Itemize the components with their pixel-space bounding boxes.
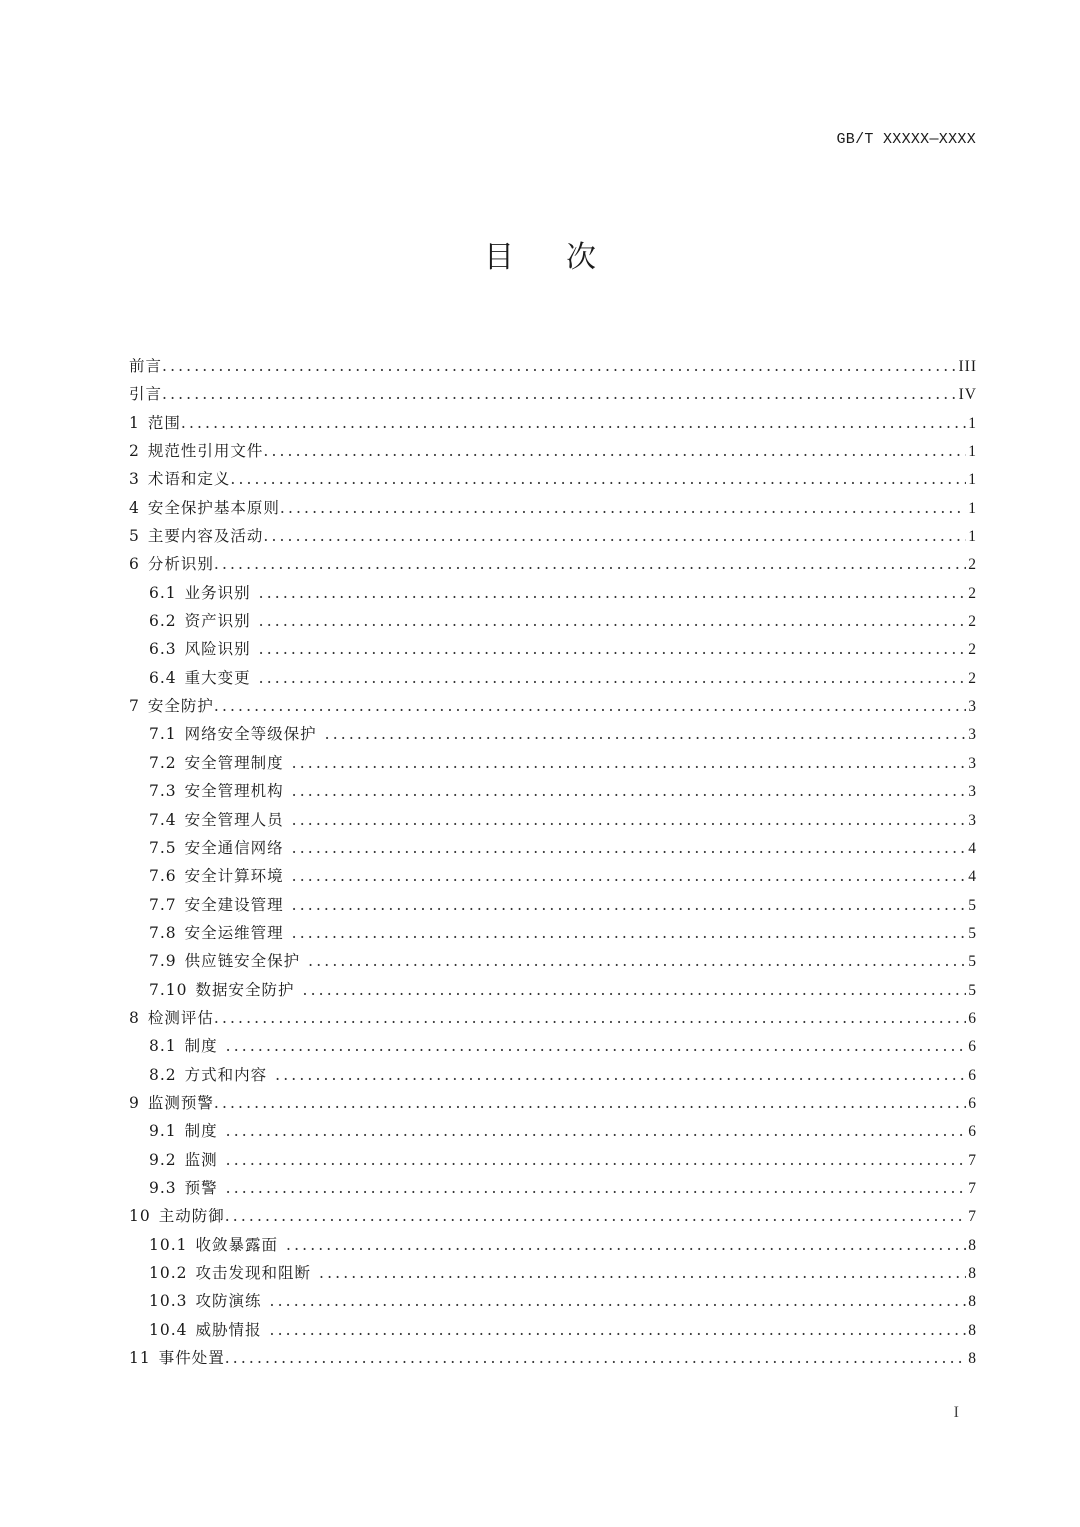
toc-entry-title: [129, 496, 280, 518]
toc-entry-label: 术语和定义: [147, 470, 231, 489]
toc-entry-page: 1: [968, 528, 977, 546]
toc-leader-dots: [230, 470, 966, 488]
toc-entry-label: 分析识别: [147, 555, 214, 574]
toc-entry-page: 8: [968, 1265, 977, 1282]
toc-entry-label: 风险识别: [184, 640, 251, 659]
toc-entry[interactable]: [129, 893, 977, 921]
toc-entry-number: 7.8: [149, 923, 177, 942]
toc-entry-title: [129, 354, 162, 376]
toc-entry-number: 7.4: [149, 810, 177, 829]
toc-entry-number: 5: [129, 527, 140, 546]
toc-entry-label: 攻击发现和阻断: [195, 1264, 312, 1282]
toc-entry-label: 安全防护: [147, 697, 214, 716]
toc-entry[interactable]: [129, 722, 977, 750]
toc-entry-page: 3: [968, 783, 977, 801]
toc-entry-number: 6.2: [149, 612, 177, 631]
table-of-contents: [129, 354, 977, 1374]
toc-entry-page: 1: [968, 499, 977, 517]
toc-entry-page: 2: [968, 669, 977, 687]
toc-entry-label: 安全运维管理: [184, 923, 284, 942]
toc-entry[interactable]: [129, 779, 977, 807]
toc-entry-number: 9.1: [149, 1122, 177, 1141]
toc-entry[interactable]: [129, 1148, 977, 1176]
toc-entry-number: 10.4: [149, 1320, 188, 1339]
toc-entry-title: [129, 524, 263, 546]
toc-leader-dots: [275, 1066, 966, 1084]
toc-entry-page: 7: [968, 1208, 977, 1226]
toc-entry-page: 4: [968, 839, 977, 857]
toc-leader-dots: [270, 1292, 967, 1310]
toc-leader-dots: [214, 697, 966, 715]
toc-entry-page: 7: [968, 1179, 977, 1197]
toc-entry-page: 3: [968, 726, 977, 744]
toc-leader-dots: [162, 357, 956, 375]
toc-entry-title: [149, 1119, 226, 1141]
toc-entry-page: 2: [968, 613, 977, 631]
toc-entry-title: [129, 694, 214, 716]
toc-entry-page: 3: [968, 754, 977, 772]
toc-entry-title: [149, 751, 292, 773]
toc-leader-dots: [214, 1094, 966, 1112]
toc-entry-label: 攻防演练: [195, 1292, 262, 1311]
toc-entry[interactable]: [129, 1006, 977, 1034]
toc-entry-page: 8: [968, 1321, 977, 1339]
toc-entry-page: 2: [968, 556, 977, 574]
toc-entry-title: [129, 552, 214, 574]
toc-entry-page: 6: [968, 1009, 977, 1027]
toc-leader-dots: [292, 811, 967, 829]
toc-entry-number: 8.2: [149, 1065, 177, 1084]
toc-leader-dots: [292, 839, 967, 857]
toc-entry-title: [149, 1063, 275, 1085]
toc-entry-title: [149, 637, 259, 659]
toc-entry-title: [149, 581, 259, 603]
toc-leader-dots: [325, 725, 967, 743]
toc-leader-dots: [292, 924, 967, 942]
toc-entry-label: 规范性引用文件: [147, 442, 264, 461]
toc-entry-number: 10.1: [149, 1235, 188, 1254]
toc-entry-page: 6: [968, 1038, 977, 1056]
toc-leader-dots: [225, 1207, 967, 1225]
toc-entry-title: [129, 439, 263, 461]
toc-entry[interactable]: [129, 439, 977, 467]
toc-leader-dots: [263, 442, 966, 460]
toc-entry-label: 监测预警: [147, 1093, 214, 1112]
toc-entry-label: 安全通信网络: [184, 838, 284, 857]
toc-leader-dots: [226, 1122, 967, 1140]
toc-entry-page: 5: [968, 953, 977, 971]
toc-entry[interactable]: [129, 921, 977, 949]
toc-entry[interactable]: [129, 552, 977, 580]
toc-entry[interactable]: [129, 751, 977, 779]
toc-entry-title: [149, 722, 325, 744]
toc-entry[interactable]: [129, 808, 977, 836]
toc-entry-title: [149, 1261, 319, 1283]
toc-entry[interactable]: [129, 1318, 977, 1346]
toc-entry[interactable]: [129, 1261, 977, 1289]
toc-leader-dots: [263, 527, 966, 545]
toc-leader-dots: [303, 981, 967, 999]
toc-entry[interactable]: [129, 666, 977, 694]
toc-entry-number: 6: [129, 555, 140, 574]
toc-entry[interactable]: [129, 1346, 977, 1374]
toc-leader-dots: [286, 1236, 966, 1254]
page-title: 目次: [484, 240, 648, 275]
toc-entry-page: 6: [968, 1123, 977, 1141]
toc-leader-dots: [162, 385, 957, 403]
toc-entry-label: 制度: [184, 1122, 218, 1141]
toc-entry[interactable]: [129, 411, 977, 439]
toc-entry-page: 1: [968, 414, 977, 432]
toc-leader-dots: [270, 1321, 967, 1339]
toc-leader-dots: [226, 1179, 967, 1197]
toc-leader-dots: [226, 1151, 967, 1169]
toc-entry-number: 9: [129, 1093, 140, 1112]
toc-entry[interactable]: [129, 609, 977, 637]
toc-entry-number: 7.1: [149, 725, 177, 744]
toc-entry[interactable]: [129, 949, 977, 977]
toc-entry-page: 8: [968, 1350, 977, 1368]
toc-entry-page: IV: [958, 386, 977, 404]
toc-leader-dots: [292, 782, 967, 800]
toc-entry-label: 引言: [129, 385, 163, 404]
toc-entry-label: 安全建设管理: [184, 895, 284, 914]
toc-entry-page: 2: [968, 641, 977, 659]
toc-entry-title: [149, 1233, 286, 1255]
toc-entry[interactable]: [129, 978, 977, 1006]
toc-entry-page: 1: [968, 471, 977, 489]
toc-leader-dots: [280, 499, 966, 517]
toc-entry-page: 5: [968, 896, 977, 914]
toc-leader-dots: [292, 754, 967, 772]
toc-entry-page: 4: [968, 868, 977, 886]
toc-entry[interactable]: [129, 1034, 977, 1062]
toc-leader-dots: [259, 669, 967, 687]
toc-entry-title: [149, 609, 259, 631]
toc-entry-title: [149, 666, 259, 688]
toc-entry-label: 主动防御: [158, 1207, 225, 1226]
toc-leader-dots: [308, 952, 966, 970]
toc-entry-label: 威胁情报: [195, 1320, 262, 1339]
toc-entry-title: [149, 1318, 270, 1340]
toc-entry[interactable]: [129, 637, 977, 665]
toc-entry-number: 7.6: [149, 867, 177, 886]
toc-entry-number: 7.7: [149, 895, 177, 914]
toc-entry-title: [129, 382, 162, 404]
toc-entry[interactable]: [129, 864, 977, 892]
toc-entry-label: 重大变更: [184, 668, 251, 687]
toc-entry-title: [149, 836, 292, 858]
toc-entry[interactable]: [129, 1204, 977, 1232]
toc-leader-dots: [181, 414, 966, 432]
toc-entry[interactable]: [129, 1176, 977, 1204]
toc-leader-dots: [259, 640, 967, 658]
toc-entry-label: 范围: [147, 413, 181, 432]
toc-entry-number: 3: [129, 470, 140, 489]
toc-entry-label: 预警: [184, 1178, 218, 1197]
toc-entry-number: 2: [129, 442, 140, 461]
toc-entry-title: [149, 1176, 226, 1198]
toc-entry-title: [149, 1034, 226, 1056]
toc-entry-page: 6: [968, 1094, 977, 1112]
toc-leader-dots: [259, 612, 967, 630]
toc-entry-number: 10.2: [149, 1264, 188, 1282]
toc-entry[interactable]: [129, 1063, 977, 1091]
toc-entry-page: III: [958, 358, 977, 375]
toc-entry-number: 1: [129, 413, 140, 432]
toc-entry-number: 7.2: [149, 753, 177, 772]
toc-entry-label: 数据安全防护: [195, 980, 295, 999]
toc-entry-number: 6.1: [149, 583, 177, 602]
toc-entry-title: [129, 1091, 214, 1113]
toc-entry[interactable]: [129, 1233, 977, 1261]
toc-entry-label: 方式和内容: [184, 1065, 268, 1084]
toc-entry-page: 3: [968, 811, 977, 829]
toc-leader-dots: [292, 867, 967, 885]
toc-leader-dots: [259, 584, 967, 602]
toc-entry-title: [129, 411, 181, 433]
toc-entry-label: 业务识别: [184, 583, 251, 602]
toc-entry-page: 8: [968, 1236, 977, 1254]
toc-entry[interactable]: [129, 382, 977, 410]
toc-entry-label: 安全管理机构: [184, 782, 284, 801]
toc-entry-label: 监测: [184, 1150, 218, 1169]
toc-entry-number: 10.3: [149, 1292, 188, 1311]
toc-leader-dots: [214, 1009, 966, 1027]
toc-entry-label: 安全保护基本原则: [147, 498, 280, 517]
toc-entry[interactable]: [129, 354, 977, 382]
toc-entry-number: 4: [129, 498, 140, 517]
toc-entry-number: 10: [129, 1207, 151, 1226]
toc-entry[interactable]: [129, 694, 977, 722]
toc-entry-page: 2: [968, 584, 977, 602]
toc-entry-number: 9.2: [149, 1150, 177, 1169]
toc-entry-label: 安全管理人员: [184, 810, 284, 829]
toc-entry-number: 8.1: [149, 1037, 177, 1056]
toc-entry-page: 8: [968, 1293, 977, 1311]
toc-entry-label: 安全计算环境: [184, 867, 284, 886]
toc-leader-dots: [225, 1349, 967, 1367]
toc-entry-title: [149, 921, 292, 943]
toc-entry-number: 7.5: [149, 838, 177, 857]
toc-entry-title: [149, 893, 292, 915]
toc-entry-label: 收敛暴露面: [195, 1235, 279, 1254]
toc-leader-dots: [214, 555, 966, 573]
toc-entry[interactable]: [129, 836, 977, 864]
toc-entry-page: 7: [968, 1151, 977, 1169]
toc-entry[interactable]: [129, 581, 977, 609]
toc-entry-label: 网络安全等级保护: [184, 725, 317, 744]
toc-entry-title: [129, 1006, 214, 1028]
toc-entry-title: [149, 864, 292, 886]
toc-entry-number: 7.9: [149, 952, 177, 971]
toc-entry[interactable]: [129, 524, 977, 552]
toc-entry[interactable]: [129, 1119, 977, 1147]
toc-entry[interactable]: [129, 467, 977, 495]
toc-entry-number: 9.3: [149, 1178, 177, 1197]
toc-entry-number: 11: [129, 1349, 151, 1368]
document-code: GB/T XXXXX—XXXX: [836, 131, 976, 148]
toc-leader-dots: [292, 896, 967, 914]
toc-entry-number: 7: [129, 697, 140, 716]
toc-entry-page: 1: [968, 443, 977, 461]
toc-entry-label: 检测评估: [147, 1008, 214, 1027]
toc-entry[interactable]: [129, 1289, 977, 1317]
toc-entry-label: 制度: [184, 1037, 218, 1056]
toc-entry-label: 资产识别: [184, 612, 251, 631]
toc-leader-dots: [319, 1264, 966, 1282]
toc-leader-dots: [226, 1037, 967, 1055]
toc-entry-label: 供应链安全保护: [184, 952, 301, 971]
toc-entry-title: [149, 808, 292, 830]
toc-entry-number: 7.10: [149, 980, 188, 999]
toc-entry-label: 主要内容及活动: [147, 527, 264, 546]
toc-entry-label: 事件处置: [158, 1349, 225, 1368]
toc-entry-title: [149, 779, 292, 801]
toc-entry-label: 前言: [129, 357, 163, 375]
toc-entry-page: 5: [968, 981, 977, 999]
toc-entry-number: 7.3: [149, 782, 177, 801]
toc-entry-number: 6.4: [149, 668, 177, 687]
toc-entry-title: [149, 1148, 226, 1170]
toc-entry-title: [149, 978, 303, 1000]
toc-entry-number: 6.3: [149, 640, 177, 659]
toc-entry-number: 8: [129, 1008, 140, 1027]
toc-entry[interactable]: [129, 1091, 977, 1119]
toc-entry-page: 3: [968, 698, 977, 716]
toc-entry-title: [129, 467, 230, 489]
toc-entry-title: [129, 1204, 225, 1226]
toc-entry-label: 安全管理制度: [184, 753, 284, 772]
toc-entry-title: [149, 1289, 270, 1311]
toc-entry[interactable]: [129, 496, 977, 524]
toc-entry-page: 5: [968, 924, 977, 942]
toc-entry-title: [149, 949, 308, 971]
toc-entry-title: [129, 1346, 225, 1368]
footer-page-number: I: [953, 1404, 959, 1421]
toc-entry-page: 6: [968, 1066, 977, 1084]
